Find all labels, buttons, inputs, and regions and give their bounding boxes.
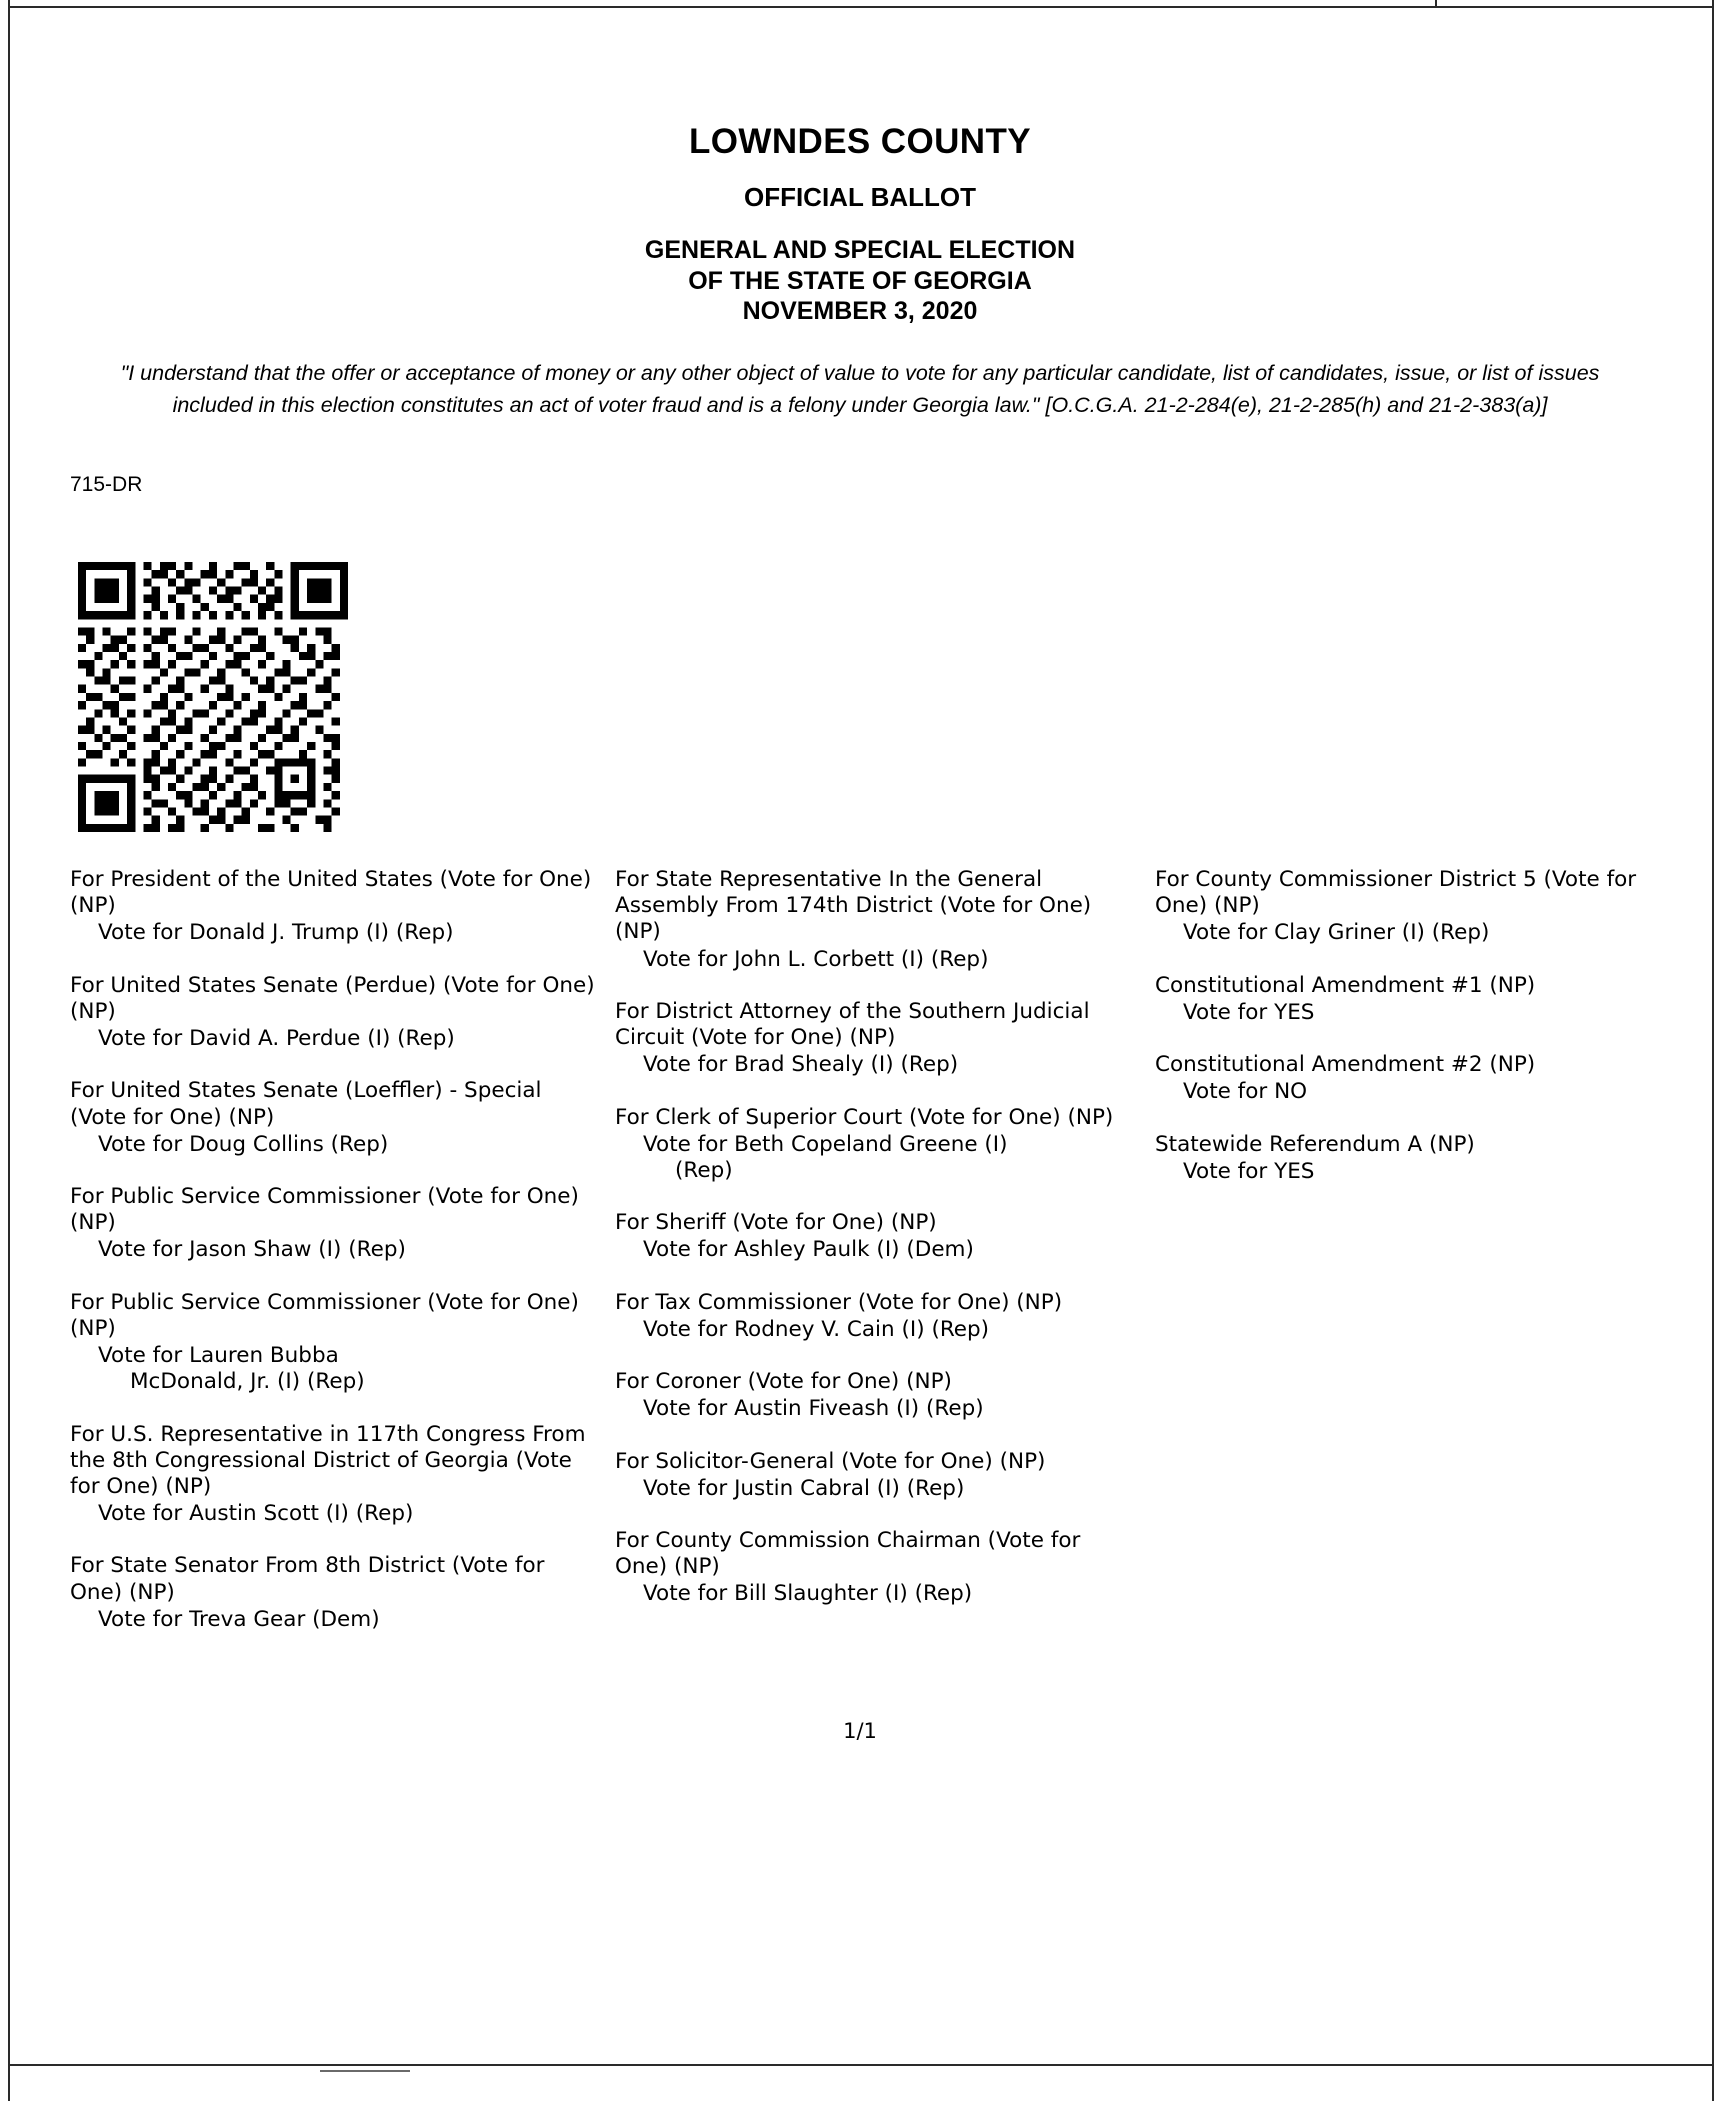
election-date: NOVEMBER 3, 2020 — [742, 297, 978, 325]
contest — [70, 867, 595, 947]
scan-border-bottom — [8, 2064, 1712, 2066]
choice-text: Vote for Treva Gear (Dem) — [98, 1606, 380, 1632]
contest-title: For Solicitor-General (Vote for One) (NP) — [615, 1448, 1046, 1474]
contest — [1155, 867, 1650, 947]
contest — [70, 1422, 595, 1528]
choice-text: Vote for NO — [1183, 1079, 1308, 1105]
choice-text: Vote for Bill Slaughter (I) (Rep) — [643, 1581, 973, 1607]
contest-columns — [70, 867, 1650, 1659]
column-3 — [1155, 867, 1650, 1659]
election-heading — [70, 235, 1650, 327]
choice-text: Vote for Austin Scott (I) (Rep) — [98, 1501, 414, 1527]
choice-text: Vote for John L. Corbett (I) (Rep) — [643, 946, 989, 972]
contest — [70, 973, 595, 1053]
scan-border-top — [8, 6, 1712, 8]
contest-title: Constitutional Amendment #1 (NP) — [1155, 972, 1536, 998]
ballot-content — [70, 60, 1650, 1743]
choice-text: Vote for Ashley Paulk (I) (Dem) — [643, 1237, 974, 1263]
ballot-type-label: OFFICIAL BALLOT — [743, 182, 977, 212]
contest-title: For U.S. Representative in 117th Congress From the 8th Congressional District of Georgia (Vote for One) (NP) — [70, 1421, 586, 1499]
contest-title: For United States Senate (Loeffler) - Special (Vote for One) (NP) — [70, 1078, 542, 1130]
choice-text: Vote for YES — [1183, 999, 1315, 1025]
choice-text-continued: McDonald, Jr. (I) (Rep) — [130, 1369, 365, 1395]
contest — [615, 867, 1135, 973]
choice-text: Vote for Justin Cabral (I) (Rep) — [643, 1475, 965, 1501]
choice-text: Vote for Rodney V. Cain (I) (Rep) — [643, 1316, 990, 1342]
column-1 — [70, 867, 615, 1659]
contest-choice — [643, 1317, 1135, 1343]
contest — [70, 1553, 595, 1633]
contest-title: For United States Senate (Perdue) (Vote for One) (NP) — [70, 972, 595, 1024]
contest-choice — [643, 1476, 1135, 1502]
choice-text: Vote for David A. Perdue (I) (Rep) — [98, 1026, 455, 1052]
choice-text: Vote for Doug Collins (Rep) — [98, 1131, 389, 1157]
page-title: LOWNDES COUNTY — [689, 122, 1031, 161]
contest-choice — [1183, 920, 1650, 946]
contest-choice — [98, 1607, 595, 1633]
contest-title: For Sheriff (Vote for One) (NP) — [615, 1210, 937, 1236]
contest-title: Statewide Referendum A (NP) — [1155, 1131, 1475, 1157]
contest-choice — [98, 1501, 595, 1527]
contest-choice — [643, 1132, 1135, 1184]
contest-choice — [643, 1396, 1135, 1422]
contest — [615, 1369, 1135, 1422]
contest — [1155, 1132, 1650, 1185]
choice-text: Vote for Lauren Bubba — [98, 1343, 339, 1369]
contest-title: Constitutional Amendment #2 (NP) — [1155, 1052, 1536, 1078]
scan-tick-bottom — [320, 2070, 410, 2072]
election-line-1: GENERAL AND SPECIAL ELECTION — [644, 236, 1076, 264]
contest — [615, 999, 1135, 1079]
choice-text: Vote for Jason Shaw (I) (Rep) — [98, 1237, 406, 1263]
contest-title: For Clerk of Superior Court (Vote for One) (NP) — [615, 1104, 1114, 1130]
contest — [1155, 1052, 1650, 1105]
contest — [615, 1528, 1135, 1608]
column-2 — [615, 867, 1155, 1659]
contest-choice — [1183, 1079, 1650, 1105]
contest-choice — [98, 1026, 595, 1052]
choice-text: Vote for Brad Shealy (I) (Rep) — [643, 1052, 959, 1078]
contest-choice — [643, 1237, 1135, 1263]
contest — [70, 1078, 595, 1158]
choice-text: Vote for Donald J. Trump (I) (Rep) — [98, 920, 454, 946]
contest-choice — [98, 920, 595, 946]
contest-title: For Coroner (Vote for One) (NP) — [615, 1369, 952, 1395]
contest-choice — [643, 1581, 1135, 1607]
contest-title: For Public Service Commissioner (Vote for One) (NP) — [70, 1183, 579, 1236]
contest-title: For State Senator From 8th District (Vote for One) (NP) — [70, 1553, 545, 1605]
contest-choice — [643, 1052, 1135, 1078]
choice-text: Vote for Austin Fiveash (I) (Rep) — [643, 1396, 984, 1422]
ballot-style-id: 715-DR — [70, 473, 143, 496]
contest-title: For District Attorney of the Southern Judicial Circuit (Vote for One) (NP) — [615, 998, 1090, 1051]
contest — [1155, 973, 1650, 1026]
choice-text-continued: (Rep) — [675, 1157, 733, 1183]
contest-choice — [1183, 1159, 1650, 1185]
scan-tick-top — [1435, 0, 1437, 8]
voter-fraud-oath: "I understand that the offer or acceptance of money or any other object of value to vote for any particular candidate, list of candidates, issue, or list of issues included in this election constitutes an act of voter fraud and is a felony under Georgia law." [O.C.G.A. 21-2-284(e), 21-2-285(h) and 21-2-383(a)] — [120, 360, 1600, 417]
page-number: 1/1 — [843, 1719, 877, 1744]
contest-choice — [98, 1343, 595, 1395]
contest — [70, 1184, 595, 1264]
contest — [615, 1449, 1135, 1502]
ballot-qr-code — [78, 562, 348, 832]
scan-border-left — [8, 0, 10, 2101]
contest-title: For Tax Commissioner (Vote for One) (NP) — [615, 1289, 1063, 1315]
contest-choice — [98, 1132, 595, 1158]
contest — [70, 1290, 595, 1396]
contest-choice — [98, 1237, 595, 1263]
choice-text: Vote for Beth Copeland Greene (I) — [643, 1131, 1008, 1157]
scan-border-right — [1712, 0, 1714, 2101]
contest-title: For President of the United States (Vote for One) (NP) — [70, 867, 592, 919]
contest-title: For County Commission Chairman (Vote for One) (NP) — [615, 1527, 1081, 1580]
contest-choice — [1183, 1000, 1650, 1026]
contest-title: For Public Service Commissioner (Vote for One) (NP) — [70, 1289, 579, 1341]
contest — [615, 1105, 1135, 1185]
choice-text: Vote for Clay Griner (I) (Rep) — [1183, 920, 1490, 946]
contest-title: For State Representative In the General Assembly From 174th District (Vote for One) (NP) — [615, 867, 1092, 945]
choice-text: Vote for YES — [1183, 1158, 1315, 1184]
contest — [615, 1210, 1135, 1263]
contest-title: For County Commissioner District 5 (Vote for One) (NP) — [1155, 867, 1637, 919]
contest — [615, 1290, 1135, 1343]
election-line-2: OF THE STATE OF GEORGIA — [688, 266, 1032, 295]
contest-choice — [643, 947, 1135, 973]
